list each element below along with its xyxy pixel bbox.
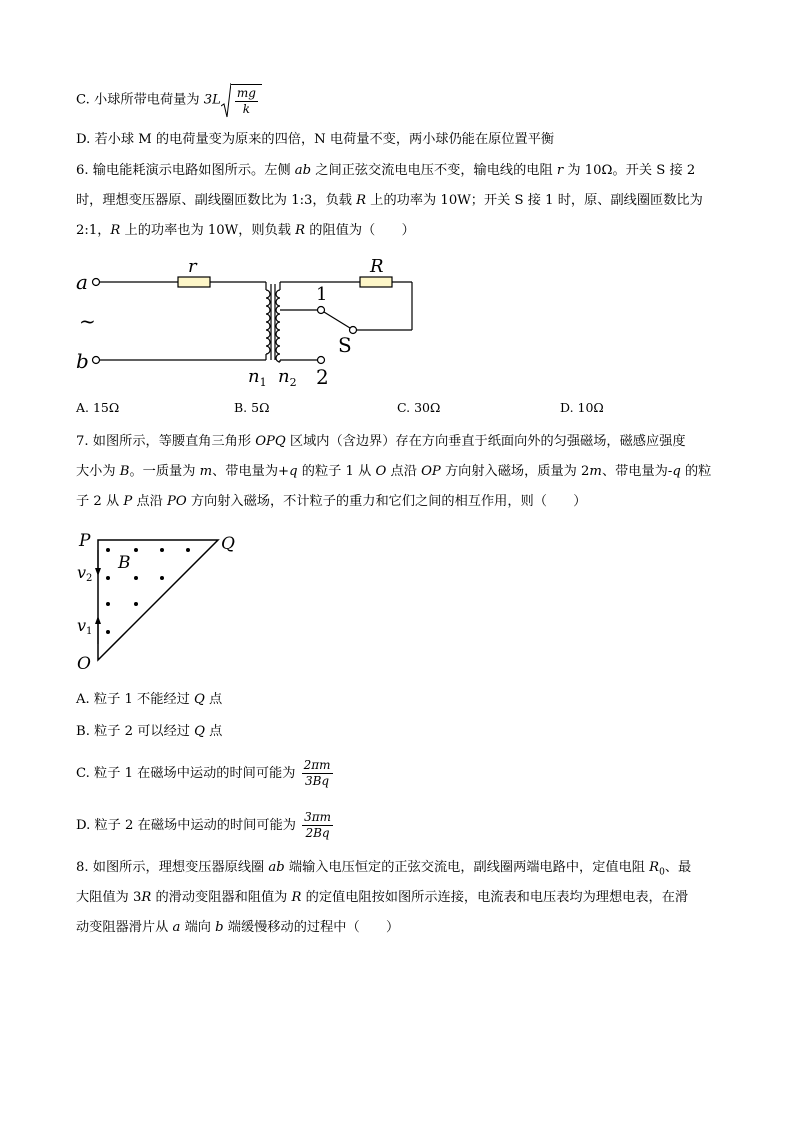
q7-option-c[interactable]: C. 粒子 1 在磁场中运动的时间可能为 $\frac{2\pi m}{3Bq}$ — [76, 758, 331, 788]
terminal-a — [93, 279, 100, 286]
q6-option-c[interactable]: C. 30Ω — [397, 400, 441, 415]
q5-option-d[interactable]: D. 若小球 M 的电荷量变为原来的四倍，N 电荷量不变，两小球仍能在原位置平衡 — [76, 132, 555, 147]
primary-coil — [266, 290, 270, 354]
q7-option-d[interactable]: D. 粒子 2 在磁场中运动的时间可能为 $\frac{3\pi m}{2Bq}$ — [76, 810, 331, 840]
label-P: P — [79, 531, 91, 551]
q6-option-b[interactable]: B. 5Ω — [234, 400, 270, 415]
label-n2: $n_2$ — [278, 366, 297, 389]
q6-circuit-diagram — [70, 252, 430, 392]
q7-option-a[interactable]: A. 粒子 1 不能经过 Q 点 — [76, 692, 223, 707]
label-1: 1 — [316, 284, 328, 305]
label-v2: v2 — [77, 563, 93, 584]
triangle-OPQ — [98, 540, 218, 660]
label-r: r — [188, 256, 197, 277]
q7-option-b[interactable]: B. 粒子 2 可以经过 Q 点 — [76, 724, 223, 739]
contact-2 — [318, 357, 325, 364]
q8-stem-line-3: 动变阻器滑片从 a 端向 b 端缓慢移动的过程中（ ） — [76, 920, 400, 935]
switch-S — [324, 312, 350, 328]
label-R: R — [370, 256, 384, 277]
ac-source-symbol: ~ — [79, 309, 96, 333]
fraction-3pim-over-2Bq: $\frac{3\pi m}{2Bq}$ — [304, 810, 331, 840]
q7-stem-line-1: 7. 如图所示，等腰直角三角形 OPQ 区域内（含边界）存在方向垂直于纸面向外的匀强磁场，磁感应强度 — [76, 434, 686, 449]
resistor-R — [360, 277, 392, 287]
q7-stem-line-2: 大小为 B。一质量为 m、带电量为+q 的粒子 1 从 O 点沿 OP 方向射入磁场，质量为 2m、带电量为-q 的粒 — [76, 464, 712, 479]
q5-option-c[interactable]: C. 小球所带电荷量为 3L $\frac{mg}{k}$ — [76, 82, 262, 118]
label-Q: Q — [221, 534, 235, 554]
label-2: 2 — [316, 365, 329, 389]
label-B: B — [118, 553, 131, 573]
label-O: O — [77, 654, 91, 674]
label-a: a — [76, 270, 88, 294]
q7-magnetic-field-diagram — [74, 528, 254, 676]
resistor-r — [178, 277, 210, 287]
q8-stem-line-2: 大阻值为 3R 的滑动变阻器和阻值为 R 的定值电阻按如图所示连接，电流表和电压表均为理想电表，在滑 — [76, 890, 689, 905]
contact-1 — [318, 307, 325, 314]
label-n1: $n_1$ — [248, 366, 267, 389]
terminal-b — [93, 357, 100, 364]
q8-stem-line-1: 8. 如图所示，理想变压器原线圈 ab 端输入电压恒定的正弦交流电，副线圈两端电路中，定值电阻 $R_0$、最 — [76, 860, 692, 878]
label-b: b — [76, 349, 89, 373]
q6-stem-line-2: 时，理想变压器原、副线圈匝数比为 1:3，负载 R 上的功率为 10W；开关 S 接 1 时，原、副线圈匝数比为 — [76, 193, 703, 208]
q6-stem-line-3: 2:1，R 上的功率也为 10W，则负载 R 的阻值为（ ） — [76, 223, 415, 238]
radical-sign-icon — [221, 82, 231, 118]
q7-stem-line-3: 子 2 从 P 点沿 PO 方向射入磁场，不计粒子的重力和它们之间的相互作用，则（ ） — [76, 494, 587, 509]
sqrt-expression — [221, 82, 262, 118]
label-S: S — [338, 333, 352, 357]
q6-option-a[interactable]: A. 15Ω — [76, 400, 120, 415]
fraction-mg-over-k: $\frac{mg}{k}$ — [236, 85, 256, 116]
q6-option-d[interactable]: D. 10Ω — [560, 400, 604, 415]
secondary-coil — [276, 290, 280, 362]
label-v1: v1 — [77, 616, 93, 637]
fraction-2pim-over-3Bq: $\frac{2\pi m}{3Bq}$ — [303, 758, 331, 788]
q6-stem-line-1: 6. 输电能耗演示电路如图所示。左侧 ab 之间正弦交流电电压不变，输电线的电阻 r 为 10Ω。开关 S 接 2 — [76, 163, 696, 178]
